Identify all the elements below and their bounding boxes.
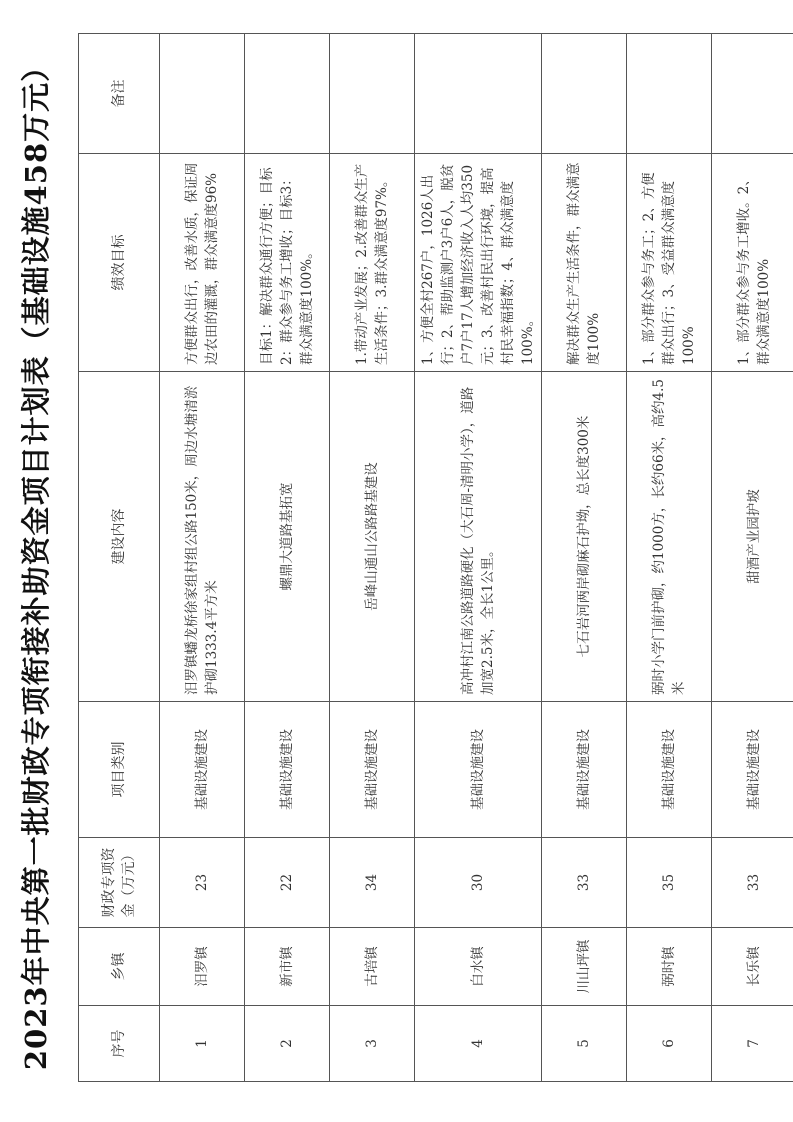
cell-seq: 2 xyxy=(245,1006,330,1082)
cell-remark xyxy=(330,34,415,154)
cell-remark xyxy=(542,34,627,154)
cell-remark xyxy=(627,34,712,154)
cell-goal: 1、部分群众参与务工增收。2、群众满意度100% xyxy=(712,154,793,372)
header-category: 项目类别 xyxy=(79,702,160,838)
cell-remark xyxy=(712,34,793,154)
cell-content: 岳峰山通山公路路基建设 xyxy=(330,372,415,702)
header-seq: 序号 xyxy=(79,1006,160,1082)
cell-town: 新市镇 xyxy=(245,928,330,1006)
cell-funds: 35 xyxy=(627,838,712,928)
cell-content: 弼时小学门前护砌，约1000方，长约66米，高约4.5米 xyxy=(627,372,712,702)
cell-town: 弼时镇 xyxy=(627,928,712,1006)
cell-goal: 目标1：解决群众通行方便；目标2：群众参与务工增收；目标3：群众满意度100%。 xyxy=(245,154,330,372)
cell-category: 基础设施建设 xyxy=(627,702,712,838)
table-header-row xyxy=(79,34,160,1082)
table-row xyxy=(245,34,330,1082)
cell-seq: 5 xyxy=(542,1006,627,1082)
cell-town: 长乐镇 xyxy=(712,928,793,1006)
cell-funds: 22 xyxy=(245,838,330,928)
header-remark: 备注 xyxy=(79,34,160,154)
cell-funds: 30 xyxy=(415,838,542,928)
cell-content: 高冲村江南公路道路硬化（大石周-清明小学），道路加宽2.5米，全长1公里。 xyxy=(415,372,542,702)
cell-funds: 23 xyxy=(160,838,245,928)
cell-goal: 方便群众出行，改善水质，保证周边农田的灌溉，群众满意度96% xyxy=(160,154,245,372)
cell-content: 螺鼎大道路基拓宽 xyxy=(245,372,330,702)
header-content: 建设内容 xyxy=(79,372,160,702)
table-row xyxy=(627,34,712,1082)
table-row xyxy=(160,34,245,1082)
header-town: 乡镇 xyxy=(79,928,160,1006)
document-title: 2023年中央第一批财政专项衔接补助资金项目计划表（基础设施458万元） xyxy=(19,51,53,1071)
cell-goal: 1、部分群众参与务工；2、方便群众出行；3、受益群众满意度100% xyxy=(627,154,712,372)
cell-seq: 3 xyxy=(330,1006,415,1082)
cell-town: 川山坪镇 xyxy=(542,928,627,1006)
cell-town: 古培镇 xyxy=(330,928,415,1006)
cell-remark xyxy=(245,34,330,154)
header-funds: 财政专项资金（万元） xyxy=(79,838,160,928)
cell-funds: 33 xyxy=(712,838,793,928)
cell-category: 基础设施建设 xyxy=(415,702,542,838)
cell-seq: 7 xyxy=(712,1006,793,1082)
table-row xyxy=(415,34,542,1082)
cell-funds: 33 xyxy=(542,838,627,928)
table-row xyxy=(330,34,415,1082)
cell-seq: 4 xyxy=(415,1006,542,1082)
cell-content: 甜酒产业园护坡 xyxy=(712,372,793,702)
cell-remark xyxy=(415,34,542,154)
cell-category: 基础设施建设 xyxy=(712,702,793,838)
project-plan-table xyxy=(78,33,793,1082)
cell-seq: 1 xyxy=(160,1006,245,1082)
cell-remark xyxy=(160,34,245,154)
table-row xyxy=(542,34,627,1082)
cell-town: 汨罗镇 xyxy=(160,928,245,1006)
cell-goal: 解决群众生产生活条件，群众满意度100% xyxy=(542,154,627,372)
cell-goal: 1.带动产业发展；2.改善群众生产生活条件；3.群众满意度97%。 xyxy=(330,154,415,372)
cell-goal: 1、方便全村267户，1026人出行；2、帮助监测户3户6人，脱贫户7户17人增加经济收入人均350元；3、改善村民出行环境，提高村民幸福指数；4、群众满意度100%。 xyxy=(415,154,542,372)
table-row xyxy=(712,34,793,1082)
cell-town: 白水镇 xyxy=(415,928,542,1006)
cell-funds: 34 xyxy=(330,838,415,928)
cell-category: 基础设施建设 xyxy=(160,702,245,838)
cell-category: 基础设施建设 xyxy=(330,702,415,838)
header-goal: 绩效目标 xyxy=(79,154,160,372)
cell-category: 基础设施建设 xyxy=(245,702,330,838)
cell-content: 七石岩河两岸砌麻石护坳，总长度300米 xyxy=(542,372,627,702)
cell-category: 基础设施建设 xyxy=(542,702,627,838)
cell-seq: 6 xyxy=(627,1006,712,1082)
cell-content: 汨罗镇蟠龙桥徐家组村组公路150米，周边水塘清淤护砌1333.4平方米 xyxy=(160,372,245,702)
